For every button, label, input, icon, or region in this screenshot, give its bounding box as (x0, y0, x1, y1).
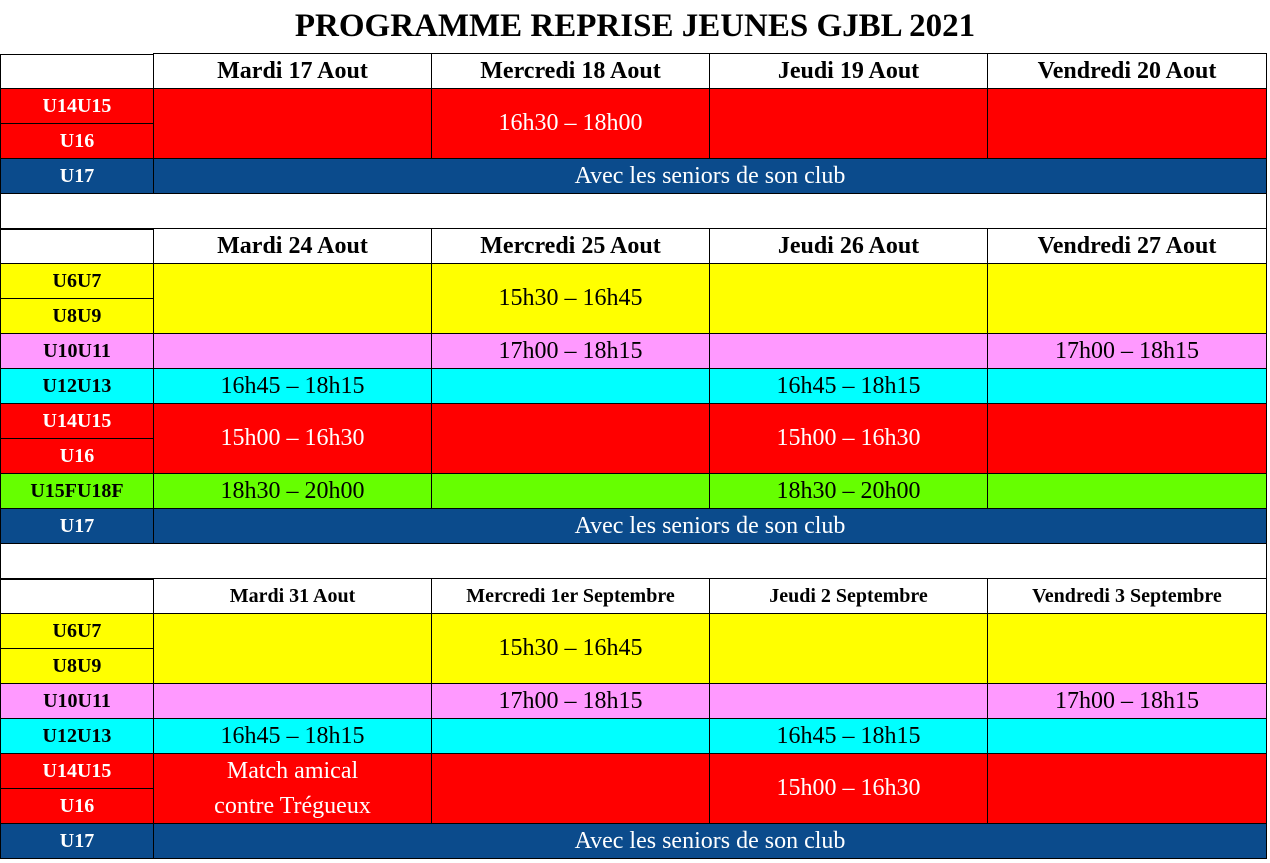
category-label: U14U15 (0, 403, 154, 439)
day-header: Vendredi 27 Aout (987, 228, 1267, 264)
day-header: Mardi 17 Aout (153, 53, 432, 89)
session-cell (153, 88, 432, 159)
category-label: U10U11 (0, 683, 154, 719)
separator-row (0, 543, 1267, 579)
session-cell: 15h00 – 16h30 (153, 403, 432, 474)
session-cell (987, 613, 1267, 684)
header-corner (0, 579, 154, 614)
session-text: contre Trégueux (214, 792, 371, 819)
category-label: U6U7 (0, 263, 154, 299)
header-corner (0, 229, 154, 264)
category-label: U16 (0, 438, 154, 474)
separator-row (0, 193, 1267, 229)
category-label: U16 (0, 123, 154, 159)
day-header: Jeudi 26 Aout (709, 228, 988, 264)
day-header: Vendredi 20 Aout (987, 53, 1267, 89)
session-cell: 16h45 – 18h15 (153, 368, 432, 404)
session-cell (153, 753, 432, 824)
session-cell (431, 718, 710, 754)
session-cell (987, 368, 1267, 404)
seniors-note: Avec les seniors de son club (153, 158, 1267, 194)
session-cell (987, 403, 1267, 474)
category-label: U14U15 (0, 88, 154, 124)
day-header: Mardi 31 Aout (153, 578, 432, 614)
day-header: Mercredi 18 Aout (431, 53, 710, 89)
seniors-note: Avec les seniors de son club (153, 508, 1267, 544)
session-cell (987, 753, 1267, 824)
session-cell: 16h45 – 18h15 (153, 718, 432, 754)
session-cell (153, 683, 432, 719)
category-label: U12U13 (0, 718, 154, 754)
session-cell: 16h45 – 18h15 (709, 368, 988, 404)
session-cell: 17h00 – 18h15 (987, 333, 1267, 369)
session-cell: 15h00 – 16h30 (709, 753, 988, 824)
category-label: U12U13 (0, 368, 154, 404)
session-cell (709, 683, 988, 719)
category-label: U16 (0, 788, 154, 824)
category-label: U17 (0, 823, 154, 859)
day-header: Mercredi 1er Septembre (431, 578, 710, 614)
session-cell (431, 473, 710, 509)
session-cell (987, 88, 1267, 159)
category-label: U15FU18F (0, 473, 154, 509)
session-cell (709, 333, 988, 369)
session-cell (431, 753, 710, 824)
category-label: U10U11 (0, 333, 154, 369)
category-label: U8U9 (0, 298, 154, 334)
session-cell (709, 88, 988, 159)
session-cell: 17h00 – 18h15 (987, 683, 1267, 719)
session-cell (431, 368, 710, 404)
day-header: Vendredi 3 Septembre (987, 578, 1267, 614)
category-label: U8U9 (0, 648, 154, 684)
session-cell: 15h30 – 16h45 (431, 613, 710, 684)
category-label: U17 (0, 508, 154, 544)
day-header: Mercredi 25 Aout (431, 228, 710, 264)
session-cell: 16h45 – 18h15 (709, 718, 988, 754)
session-cell: 17h00 – 18h15 (431, 683, 710, 719)
session-cell: 16h30 – 18h00 (431, 88, 710, 159)
session-cell (987, 263, 1267, 334)
category-label: U6U7 (0, 613, 154, 649)
session-cell: 17h00 – 18h15 (431, 333, 710, 369)
day-header: Mardi 24 Aout (153, 228, 432, 264)
category-label: U17 (0, 158, 154, 194)
session-cell (987, 718, 1267, 754)
session-cell: 15h00 – 16h30 (709, 403, 988, 474)
session-text: Match amical (226, 757, 359, 784)
seniors-note: Avec les seniors de son club (153, 823, 1267, 859)
session-cell (709, 263, 988, 334)
session-cell: 18h30 – 20h00 (709, 473, 988, 509)
session-cell: 18h30 – 20h00 (153, 473, 432, 509)
header-corner (0, 54, 154, 89)
day-header: Jeudi 2 Septembre (709, 578, 988, 614)
session-cell: 15h30 – 16h45 (431, 263, 710, 334)
session-cell (153, 263, 432, 334)
session-cell (709, 613, 988, 684)
session-cell (153, 333, 432, 369)
session-cell (153, 613, 432, 684)
category-label: U14U15 (0, 753, 154, 789)
session-cell (987, 473, 1267, 509)
day-header: Jeudi 19 Aout (709, 53, 988, 89)
page-title: PROGRAMME REPRISE JEUNES GJBL 2021 (294, 8, 976, 44)
session-cell (431, 403, 710, 474)
